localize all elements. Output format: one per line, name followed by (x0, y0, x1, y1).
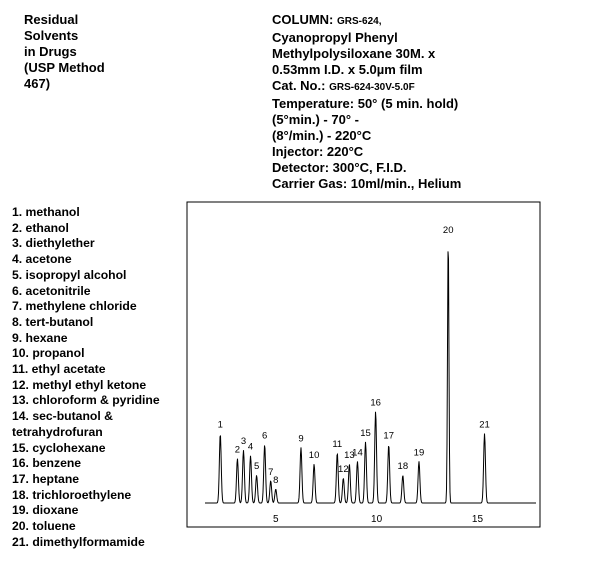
detector-line: Detector: 300°C, F.I.D. (272, 160, 407, 175)
peak-label: 13 (344, 450, 355, 462)
peak-label: 6 (262, 430, 268, 442)
peak-legend-item: 8. tert-butanol (12, 314, 94, 329)
phase-line-1: Cyanopropyl Phenyl (272, 30, 398, 45)
x-tick-label: 15 (471, 514, 484, 525)
peak-legend-item: 18. trichloroethylene (12, 487, 132, 502)
peak-legend-item: 12. methyl ethyl ketone (12, 377, 147, 392)
peak-legend-item: 2. ethanol (12, 220, 69, 235)
x-tick-labels-group (273, 514, 483, 525)
column-code: GRS-624, (337, 16, 382, 27)
peak-label: 3 (240, 436, 247, 448)
peak-label: 21 (479, 419, 490, 431)
peak-legend-item: 13. chloroform & pyridine (12, 393, 160, 408)
peak-legend-item: 5. isopropyl alcohol (12, 267, 127, 282)
title-line: in Drugs (24, 44, 77, 59)
peak-legend-item: 3. diethylether (12, 236, 95, 251)
peak-label: 16 (370, 397, 381, 409)
title-line: Residual (24, 12, 79, 27)
peak-label: 9 (298, 433, 304, 445)
temperature-line-2: (5°min.) - 70° - (272, 112, 359, 127)
column-dimensions: 0.53mm I.D. x 5.0µm film (272, 62, 423, 77)
peak-label: 1 (217, 419, 223, 431)
title-line: 467) (24, 76, 51, 91)
injector-line: Injector: 220°C (272, 144, 364, 159)
peak-label: 12 (338, 463, 349, 475)
peak-label: 18 (397, 461, 409, 473)
peak-label: 14 (352, 447, 363, 459)
peak-legend-item: 11. ethyl acetate (12, 362, 106, 377)
peak-label: 4 (247, 441, 254, 453)
peak-legend-item: 21. dimethylformamide (12, 534, 145, 549)
peak-legend-item: 6. acetonitrile (12, 283, 91, 298)
peak-legend-item: 1. methanol (12, 205, 80, 219)
x-tick-label: 5 (272, 514, 279, 525)
title-line: (USP Method (24, 60, 105, 75)
peak-label: 8 (273, 475, 279, 487)
peak-legend-item: 10. propanol (12, 346, 85, 361)
x-tick-label: 10 (371, 514, 383, 525)
peak-label: 2 (234, 444, 241, 456)
peak-legend-item: 20. toluene (12, 519, 76, 534)
phase-line-2: Methylpolysiloxane 30M. x (272, 46, 436, 61)
peak-legend-item: 4. acetone (12, 252, 72, 267)
peak-label: 20 (442, 224, 454, 236)
peak-label: 7 (268, 466, 274, 478)
peak-legend-item: 17. heptane (12, 471, 80, 486)
peak-label: 11 (332, 438, 343, 450)
peak-legend-item: 9. hexane (12, 330, 68, 345)
peak-legend-item: 15. cyclohexane (12, 440, 106, 455)
carrier-gas-line: Carrier Gas: 10ml/min., Helium (272, 176, 462, 191)
peak-label: 17 (383, 430, 395, 442)
peak-legend-item: tetrahydrofuran (12, 424, 103, 439)
catalog-code: GRS-624-30V-5.0F (329, 82, 415, 93)
peak-label: 5 (253, 461, 260, 473)
peak-legend-item: 16. benzene (12, 456, 82, 471)
column-label: COLUMN: (272, 12, 334, 27)
peak-legend-item: 14. sec-butanol & (12, 409, 113, 424)
peak-legend-item: 7. methylene chloride (12, 299, 137, 314)
peak-label: 15 (360, 427, 371, 439)
catalog-label: Cat. No.: (272, 78, 326, 93)
temperature-line-1: Temperature: 50° (5 min. hold) (272, 96, 459, 111)
peak-legend-item: 19. dioxane (12, 503, 79, 518)
peak-label: 10 (308, 450, 320, 462)
title-line: Solvents (24, 28, 79, 43)
temperature-line-3: (8°/min.) - 220°C (272, 128, 372, 143)
peak-label: 19 (413, 447, 425, 459)
plot-frame (187, 202, 540, 527)
